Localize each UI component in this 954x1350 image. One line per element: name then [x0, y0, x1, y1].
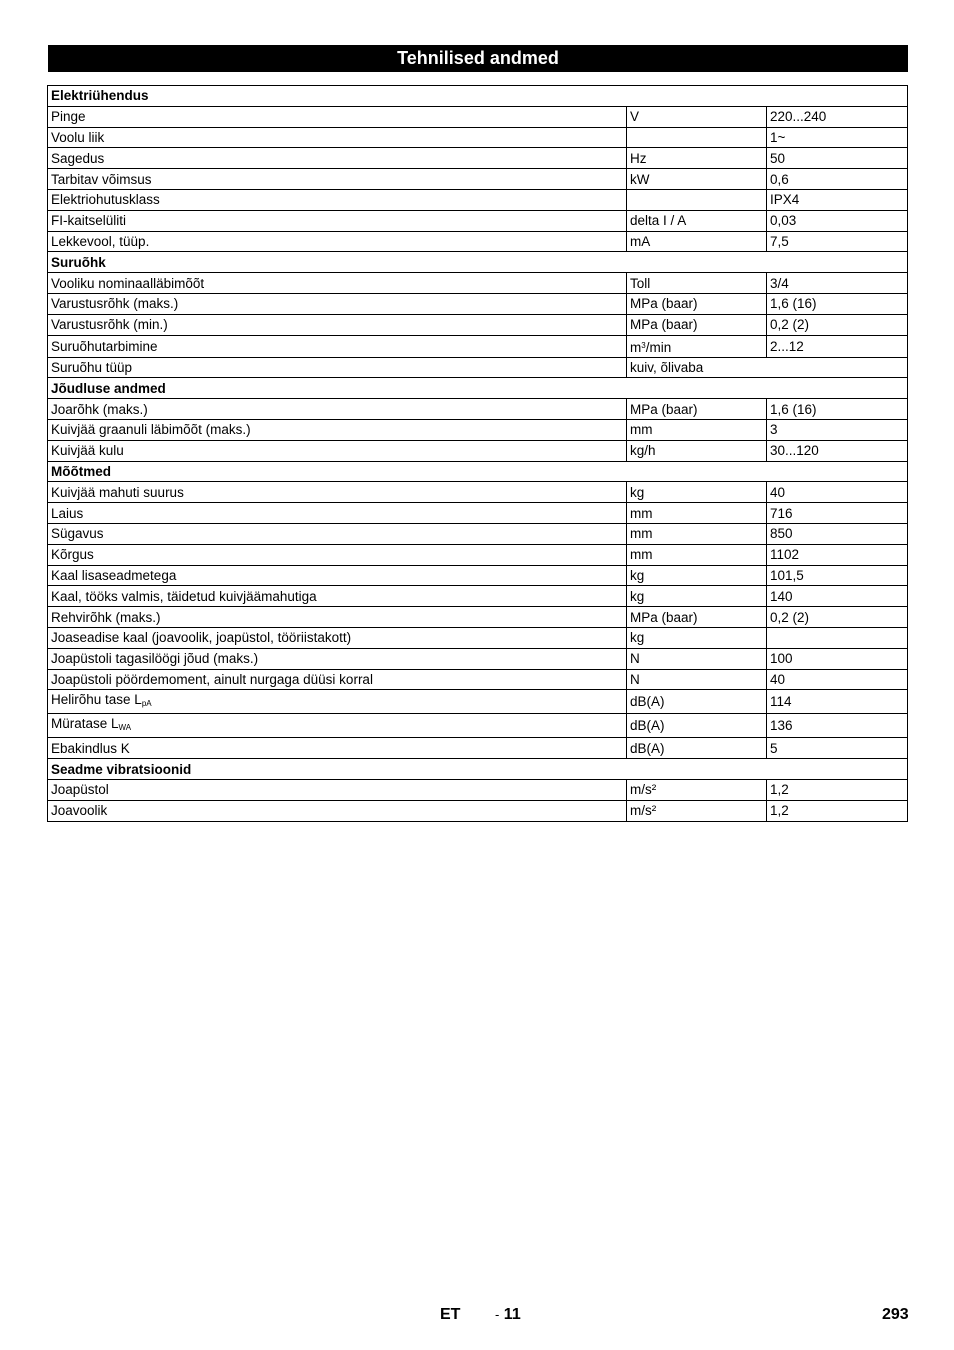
parameter-label: Kaal, tööks valmis, täidetud kuivjäämahutiga [48, 586, 627, 607]
table-row [48, 627, 908, 648]
table-row [48, 669, 908, 690]
parameter-value: 136 [767, 714, 908, 738]
parameter-unit: kg [627, 627, 767, 648]
table-row [48, 523, 908, 544]
parameter-unit: N [627, 648, 767, 669]
parameter-unit: m/s² [627, 800, 767, 821]
table-row [48, 648, 908, 669]
parameter-label: Pinge [48, 106, 627, 127]
section-header-row [48, 378, 908, 399]
table-row [48, 189, 908, 210]
parameter-value: kuiv, õlivaba [627, 357, 908, 378]
parameter-value: 100 [767, 648, 908, 669]
parameter-label: Kõrgus [48, 544, 627, 565]
table-row [48, 148, 908, 169]
section-header-row [48, 252, 908, 273]
parameter-value: 1,6 (16) [767, 399, 908, 420]
table-row [48, 607, 908, 628]
parameter-value: 1,6 (16) [767, 293, 908, 314]
parameter-unit: MPa (baar) [627, 293, 767, 314]
parameter-value: 5 [767, 738, 908, 759]
parameter-label: Laius [48, 503, 627, 524]
parameter-value: 30...120 [767, 440, 908, 461]
parameter-label: Joapüstol [48, 779, 627, 800]
parameter-unit: Toll [627, 273, 767, 294]
parameter-unit: dB(A) [627, 714, 767, 738]
parameter-label: Lekkevool, tüüp. [48, 231, 627, 252]
parameter-label: Sügavus [48, 523, 627, 544]
parameter-value: 50 [767, 148, 908, 169]
parameter-label: Kuivjää mahuti suurus [48, 482, 627, 503]
table-row [48, 127, 908, 148]
parameter-unit [627, 335, 767, 357]
parameter-value: 40 [767, 482, 908, 503]
parameter-label: Vooliku nominaalläbimõõt [48, 273, 627, 294]
unit-suffix: /min [645, 339, 672, 355]
parameter-unit: Hz [627, 148, 767, 169]
table-row [48, 738, 908, 759]
table-row [48, 440, 908, 461]
section-header-row [48, 759, 908, 780]
parameter-unit: N [627, 669, 767, 690]
page-title: Tehnilised andmed [48, 45, 908, 72]
parameter-label: Kuivjää kulu [48, 440, 627, 461]
section-title: Seadme vibratsioonid [48, 759, 908, 780]
parameter-value: 0,2 (2) [767, 314, 908, 335]
parameter-value: 101,5 [767, 565, 908, 586]
parameter-label: Voolu liik [48, 127, 627, 148]
parameter-label-subscript: WA [118, 723, 132, 733]
parameter-value: 220...240 [767, 106, 908, 127]
parameter-value: 0,6 [767, 169, 908, 190]
parameter-value: 114 [767, 690, 908, 714]
parameter-unit: kg [627, 565, 767, 586]
parameter-value: IPX4 [767, 189, 908, 210]
table-row [48, 106, 908, 127]
table-row [48, 399, 908, 420]
parameter-label: Kuivjää graanuli läbimõõt (maks.) [48, 419, 627, 440]
parameter-unit: MPa (baar) [627, 314, 767, 335]
parameter-label: FI-kaitselüliti [48, 210, 627, 231]
parameter-label: Varustusrõhk (min.) [48, 314, 627, 335]
parameter-label-text: Müratase L [51, 716, 119, 732]
parameter-value: 1,2 [767, 800, 908, 821]
parameter-unit: mm [627, 523, 767, 544]
parameter-value: 3 [767, 419, 908, 440]
parameter-value: 716 [767, 503, 908, 524]
section-header-row [48, 86, 908, 107]
table-row [48, 169, 908, 190]
parameter-label: Tarbitav võimsus [48, 169, 627, 190]
table-row [48, 544, 908, 565]
parameter-label: Joaseadise kaal (joavoolik, joapüstol, tööriistakott) [48, 627, 627, 648]
section-title: Suruõhk [48, 252, 908, 273]
table-row [48, 565, 908, 586]
section-title: Jõudluse andmed [48, 378, 908, 399]
parameter-value: 1102 [767, 544, 908, 565]
table-row [48, 714, 908, 738]
parameter-value: 0,2 (2) [767, 607, 908, 628]
footer-section-page [495, 1306, 521, 1324]
parameter-unit: MPa (baar) [627, 399, 767, 420]
parameter-value: 1~ [767, 127, 908, 148]
parameter-value [767, 627, 908, 648]
table-row [48, 210, 908, 231]
parameter-unit: MPa (baar) [627, 607, 767, 628]
section-header-row [48, 461, 908, 482]
parameter-label: Joapüstoli tagasilöögi jõud (maks.) [48, 648, 627, 669]
section-title: Mõõtmed [48, 461, 908, 482]
table-row [48, 800, 908, 821]
parameter-value: 7,5 [767, 231, 908, 252]
parameter-label-text: Helirõhu tase L [51, 692, 142, 708]
parameter-value: 140 [767, 586, 908, 607]
parameter-label: Suruõhu tüüp [48, 357, 627, 378]
parameter-value: 3/4 [767, 273, 908, 294]
table-row [48, 419, 908, 440]
unit-text: m [630, 339, 642, 355]
parameter-unit: delta I / A [627, 210, 767, 231]
parameter-unit: mm [627, 419, 767, 440]
parameter-value: 850 [767, 523, 908, 544]
table-row [48, 314, 908, 335]
parameter-unit: mA [627, 231, 767, 252]
parameter-label: Rehvirõhk (maks.) [48, 607, 627, 628]
footer-page-number: 293 [882, 1306, 909, 1323]
table-row [48, 690, 908, 714]
section-title: Elektriühendus [48, 86, 908, 107]
parameter-unit: mm [627, 503, 767, 524]
parameter-label [48, 690, 627, 714]
parameter-unit: mm [627, 544, 767, 565]
parameter-label: Varustusrõhk (maks.) [48, 293, 627, 314]
table-row [48, 503, 908, 524]
parameter-label-subscript: pA [141, 699, 152, 709]
parameter-label: Elektriohutusklass [48, 189, 627, 210]
parameter-value: 2...12 [767, 335, 908, 357]
parameter-label: Suruõhutarbimine [48, 335, 627, 357]
parameter-unit [627, 189, 767, 210]
parameter-label: Joarõhk (maks.) [48, 399, 627, 420]
footer-language: ET [440, 1306, 461, 1323]
technical-data-table [47, 85, 908, 822]
parameter-unit: m/s² [627, 779, 767, 800]
footer-dash: - [495, 1307, 500, 1322]
parameter-value: 40 [767, 669, 908, 690]
table-row [48, 357, 908, 378]
parameter-unit: kg/h [627, 440, 767, 461]
parameter-unit: kW [627, 169, 767, 190]
parameter-unit: V [627, 106, 767, 127]
table-row [48, 273, 908, 294]
parameter-label: Kaal lisaseadmetega [48, 565, 627, 586]
parameter-label: Ebakindlus K [48, 738, 627, 759]
parameter-unit: dB(A) [627, 738, 767, 759]
parameter-unit: kg [627, 586, 767, 607]
footer-section-number: 11 [503, 1306, 521, 1323]
parameter-value: 0,03 [767, 210, 908, 231]
table-row [48, 335, 908, 357]
table-row [48, 779, 908, 800]
parameter-label: Sagedus [48, 148, 627, 169]
parameter-label [48, 714, 627, 738]
table-row [48, 231, 908, 252]
unit-superscript: 3 [641, 340, 646, 350]
table-row [48, 293, 908, 314]
parameter-value: 1,2 [767, 779, 908, 800]
parameter-unit: dB(A) [627, 690, 767, 714]
parameter-label: Joapüstoli pöördemoment, ainult nurgaga düüsi korral [48, 669, 627, 690]
table-row [48, 586, 908, 607]
table-row [48, 482, 908, 503]
parameter-unit [627, 127, 767, 148]
parameter-unit: kg [627, 482, 767, 503]
parameter-label: Joavoolik [48, 800, 627, 821]
